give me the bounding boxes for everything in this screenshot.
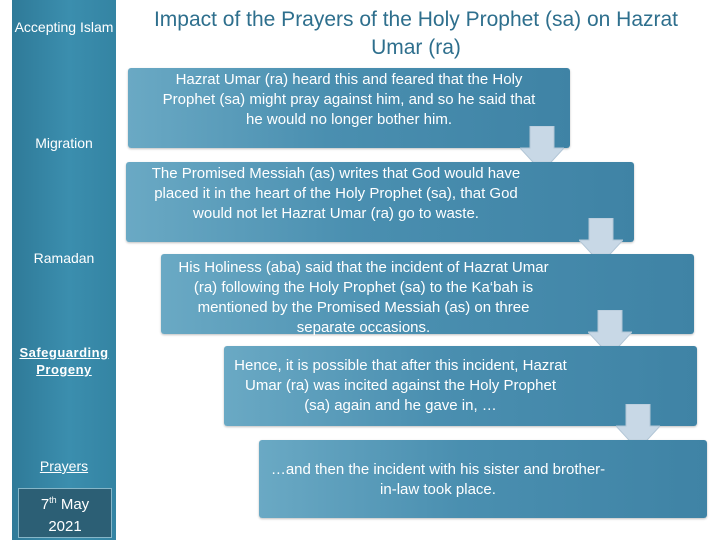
- step-card-2: [126, 162, 634, 242]
- date-year: 2021: [48, 518, 82, 535]
- sidebar-item-label: Prayers: [39, 458, 89, 474]
- step-text: His Holiness (aba) said that the incident of Hazrat Umar (ra) following the Holy Prophet (sa) to the Ka‘bah is mentioned by the Promised Messiah (as) on three separate occasions.: [178, 259, 549, 336]
- date-badge: [18, 488, 112, 538]
- date-day: 7: [40, 496, 50, 513]
- step-card-1: [128, 68, 570, 148]
- page-title: Impact of the Prayers of the Holy Prophet (sa) on Hazrat Umar (ra): [153, 8, 679, 59]
- sidebar-item-prayers[interactable]: [12, 457, 116, 475]
- sidebar-item-ramadan[interactable]: [12, 249, 116, 267]
- sidebar-item-migration[interactable]: [12, 134, 116, 152]
- sidebar-item-label: Migration: [35, 135, 93, 151]
- sidebar-item-accepting-islam[interactable]: [12, 18, 116, 36]
- step-text: …and then the incident with his sister and brother-in-law took place.: [270, 461, 606, 498]
- step-text: Hence, it is possible that after this incident, Hazrat Umar (ra) was incited against the Holy Prophet (sa) again and he gave in, …: [234, 357, 567, 414]
- sidebar-item-safeguarding-progeny[interactable]: [12, 344, 116, 378]
- date-month: May: [60, 496, 90, 513]
- sidebar-item-label: Safeguarding Progeny: [19, 345, 109, 377]
- step-text: Hazrat Umar (ra) heard this and feared that the Holy Prophet (sa) might pray against him, and so he said that he would no longer bother him.: [162, 71, 536, 128]
- date-suffix: th: [49, 495, 57, 505]
- date-line-1: [19, 489, 111, 516]
- sidebar-item-label: Ramadan: [33, 250, 95, 266]
- sidebar-item-label: Accepting Islam: [14, 19, 114, 35]
- sidebar-nav: [12, 0, 116, 540]
- step-card-5: [259, 440, 707, 518]
- step-text: The Promised Messiah (as) writes that God would have placed it in the heart of the Holy Prophet (sa), that God would not let Hazrat Umar (ra) go to waste.: [151, 165, 521, 222]
